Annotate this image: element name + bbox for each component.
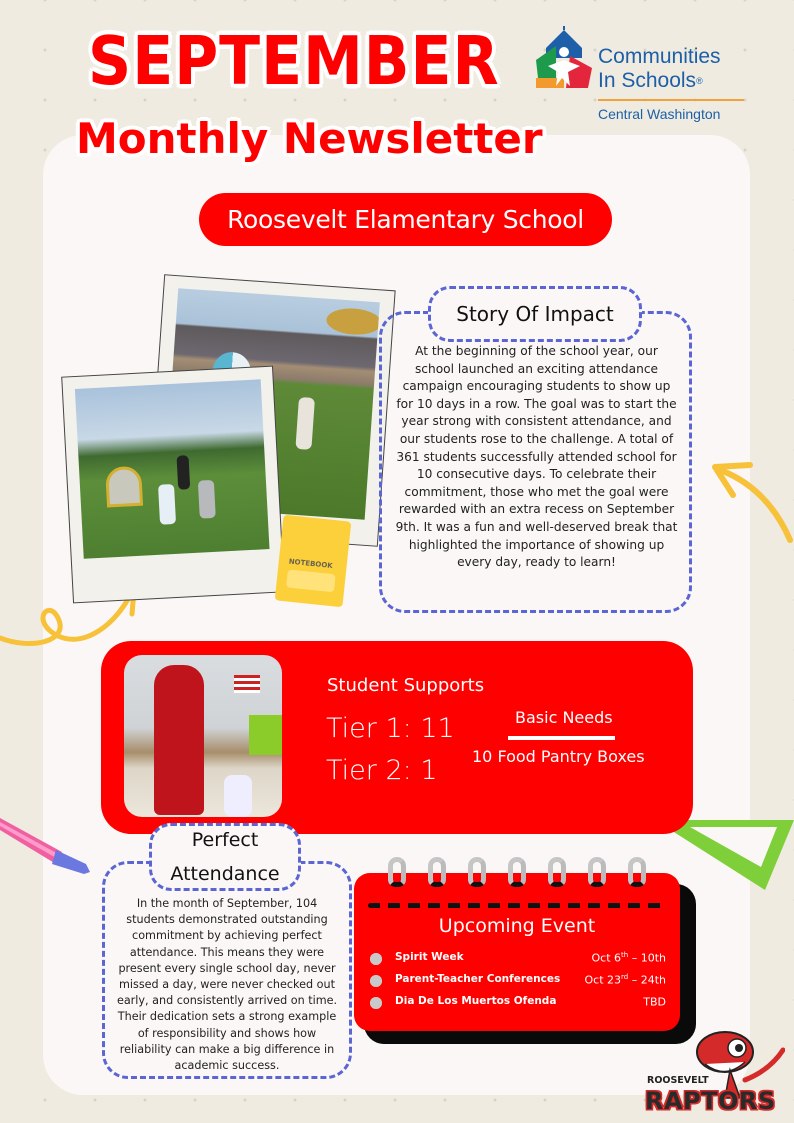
bullet-icon <box>370 953 382 965</box>
event-date: Oct 6th – 10th <box>591 951 666 965</box>
photo-playground-front <box>62 367 283 603</box>
perfect-attendance-heading: Perfect Attendance <box>149 823 301 891</box>
event-date: Oct 23rd – 24th <box>584 973 666 987</box>
tier-2-count: Tier 2: 1 <box>326 755 438 786</box>
roosevelt-raptors-mascot <box>645 1020 790 1120</box>
spiral-ring-icon <box>628 857 646 887</box>
logo-line1: Communities <box>598 45 721 68</box>
child-figure <box>177 455 191 490</box>
child-figure <box>158 484 176 525</box>
event-date: TBD <box>643 995 666 1009</box>
bullet-icon <box>370 997 382 1009</box>
spiral-ring-icon <box>468 857 486 887</box>
pen-icon <box>0 812 95 877</box>
communities-in-schools-logo <box>534 26 754 126</box>
logo-line2: In Schools® <box>598 69 703 92</box>
event-item: Dia De Los Muertos Ofenda TBD <box>370 994 666 1012</box>
pop-up-goal <box>105 466 143 508</box>
mascot-school-label: ROOSEVELT <box>647 1075 709 1086</box>
title-month: SEPTEMBER <box>88 22 500 101</box>
basic-needs-label: Basic Needs <box>515 708 613 727</box>
logo-divider <box>598 99 744 101</box>
spiral-ring-icon <box>548 857 566 887</box>
ball-icon <box>326 307 380 337</box>
logo-subtitle: Central Washington <box>598 106 721 122</box>
event-item: Parent-Teacher Conferences Oct 23rd – 24th <box>370 972 666 990</box>
mascot-gym-photo <box>124 655 282 817</box>
child-figure <box>198 480 216 519</box>
student-supports-panel <box>101 641 693 834</box>
story-of-impact-body: At the beginning of the school year, our school launched an exciting attendance campaign encouraging students to show up for 10 days in a row. The goal was to start the year strong with consistent attendance, and our students rose to the challenge. A total of 361 students successfully attended school for 10 consecutive days. To celebrate their commitment, those who met the goal were rewarded with an extra recess on September 9th. It was a fun and well-deserved break that highlighted the importance of showing up every day, ready to learn! <box>395 344 678 570</box>
perfect-attendance-body: In the month of September, 104 students demonstrated outstanding commitment by achieving perfect attendance. This means they were present every single school day, never missed a day, were never checked out early, and consistently arrived on time. Their dedication sets a strong example of responsibility and shows how reliability can make a big difference in academic success. <box>116 897 338 1073</box>
upcoming-event-title: Upcoming Event <box>438 915 596 937</box>
curved-arrow-right-icon <box>705 455 794 545</box>
story-of-impact-heading: Story Of Impact <box>428 286 642 342</box>
spiral-ring-icon <box>428 857 446 887</box>
tier-1-count: Tier 1: 11 <box>326 713 455 744</box>
school-name-banner: Roosevelt Elamentary School <box>199 193 612 246</box>
spiral-ring-icon <box>388 857 406 887</box>
dinosaur-costume <box>154 665 204 815</box>
title-newsletter: Monthly Newsletter <box>76 114 543 163</box>
child-figure <box>295 397 315 450</box>
event-item: Spirit Week Oct 6th – 10th <box>370 950 666 968</box>
spiral-ring-icon <box>508 857 526 887</box>
bullet-icon <box>370 975 382 987</box>
flag-icon <box>234 675 260 693</box>
schoolhouse-logo-icon <box>534 26 594 90</box>
spiral-ring-icon <box>588 857 606 887</box>
child-figure <box>224 775 252 817</box>
food-pantry-count: 10 Food Pantry Boxes <box>472 747 645 766</box>
notebook-icon: NOTEBOOK <box>275 515 352 608</box>
student-supports-title: Student Supports <box>327 675 485 696</box>
basic-needs-divider <box>508 736 615 740</box>
photo-image <box>75 379 270 559</box>
perforation-line <box>368 903 668 908</box>
mascot-team-label: RAPTORS <box>645 1087 776 1115</box>
